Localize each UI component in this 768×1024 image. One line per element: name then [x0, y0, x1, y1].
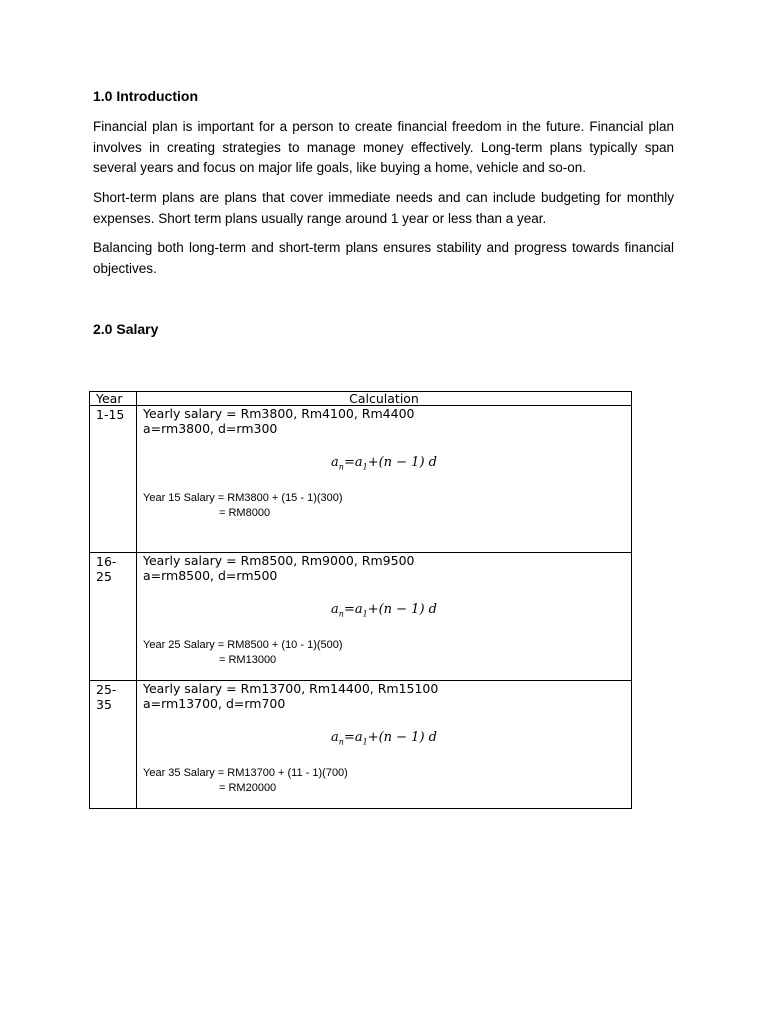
calc-line-2: = RM20000 [219, 781, 277, 794]
year-cell: 1-15 [90, 406, 137, 553]
year-cell: 25-35 [90, 681, 137, 809]
yearly-salary-text: Yearly salary = Rm3800, Rm4100, Rm4400 [143, 406, 415, 421]
salary-heading: 2.0 Salary [93, 321, 159, 337]
year-cell: 16-25 [90, 553, 137, 681]
table-row [90, 553, 632, 681]
table-row [90, 681, 632, 809]
intro-heading: 1.0 Introduction [93, 88, 198, 104]
salary-table [89, 391, 632, 809]
calculation-cell [137, 681, 632, 809]
calc-line-1: Year 35 Salary = RM13700 + (11 - 1)(700) [143, 766, 348, 779]
table-header-row [90, 392, 632, 406]
params-text: a=rm8500, d=rm500 [143, 568, 278, 583]
arithmetic-formula: $a_n=a_1+(n - 1)$ d [331, 602, 437, 619]
yearly-salary-text: Yearly salary = Rm13700, Rm14400, Rm15100 [143, 681, 439, 696]
params-text: a=rm13700, d=rm700 [143, 696, 286, 711]
calculation-cell [137, 406, 632, 553]
calculation-cell [137, 553, 632, 681]
intro-paragraph-3: Balancing both long-term and short-term plans ensures stability and progress towards financial objectives. [93, 240, 674, 276]
year-header: Year [90, 392, 137, 406]
calc-line-1: Year 15 Salary = RM3800 + (15 - 1)(300) [143, 491, 343, 504]
calc-line-2: = RM8000 [219, 506, 271, 519]
arithmetic-formula: $a_n=a_1+(n - 1)$ d [331, 730, 437, 747]
calc-line-1: Year 25 Salary = RM8500 + (10 - 1)(500) [143, 638, 343, 651]
intro-paragraph-1: Financial plan is important for a person to create financial freedom in the future. Financial plan involves in creating strategies to manage money effectively. Long-term plans typically span several years and focus on major life goals, like buying a home, vehicle and so-on. [93, 119, 674, 175]
arithmetic-formula: $a_n=a_1+(n - 1)$ d [331, 455, 437, 472]
table-row [90, 406, 632, 553]
yearly-salary-text: Yearly salary = Rm8500, Rm9000, Rm9500 [143, 553, 415, 568]
calculation-header: Calculation [137, 392, 632, 406]
intro-paragraph-2: Short-term plans are plans that cover immediate needs and can include budgeting for monthly expenses. Short term plans usually range around 1 year or less than a year. [93, 190, 674, 226]
calc-line-2: = RM13000 [219, 653, 277, 666]
params-text: a=rm3800, d=rm300 [143, 421, 278, 436]
